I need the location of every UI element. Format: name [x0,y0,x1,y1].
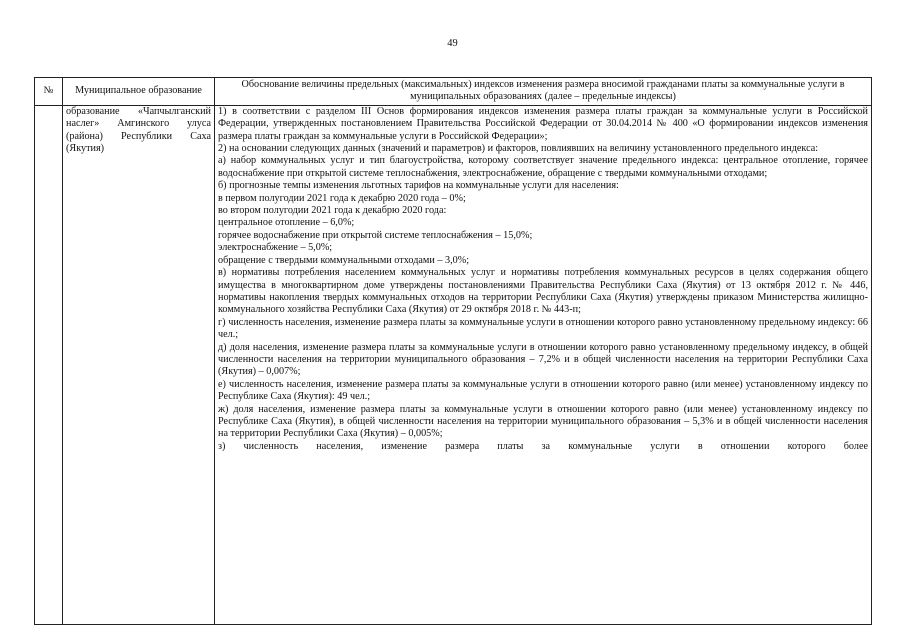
paragraph-b: б) прогнозные темпы изменения льготных тарифов на коммунальные услуги для населения: [218,180,619,192]
paragraph-1: 1) в соответствии с разделом III Основ формирования индексов изменения размера платы граждан за коммунальные услуги в Российской Федерации, утвержденных постановлением Правительства Российской Федерации от 30.04.2014 № 400 «О формировании индексов изменения размера платы граждан за коммунальные услуги в Российской Федерации»; [218,105,868,142]
justification-text [218,106,868,624]
header-municipality: Муниципальное образование [63,78,215,106]
cell-number [35,105,63,624]
paragraph-2: 2) на основании следующих данных (значений и параметров) и факторов, повлиявших на величину установленного предельного индекса: [218,143,819,155]
paragraph-a: а) набор коммунальных услуг и тип благоустройства, которому соответствует значение предельного индекса: центральное отопление, горячее водоснабжение при открытой системе теплоснабжения, электроснабжение, обращение с твердыми коммунальными отходами; [218,155,868,179]
paragraph-electricity: электроснабжение – 5,0%; [218,242,333,254]
paragraph-b-first-half: в первом полугодии 2021 года к декабрю 2020 года – 0%; [218,192,466,204]
paragraph-zh: ж) доля населения, изменение размера платы за коммунальные услуги в отношении которого равно (или менее) установленному индексу по Республике Саха (Якутия), в общей численности населения на территории муниципального образования – 5,3% и в общей численности населения на территории Республики Саха (Якутия) – 0,005%; [218,403,868,440]
table-row [35,105,872,624]
header-number: № [35,78,63,106]
header-justification: Обоснование величины предельных (максимальных) индексов изменения размера вносимой гражданами платы за коммунальные услуги в муниципальных образованиях (далее – предельные индексы) [215,78,872,106]
paragraph-e: е) численность населения, изменение размера платы за коммунальные услуги в отношении которого равно (или менее) установленному индексу по Республике Саха (Якутия): 49 чел.; [218,378,868,403]
paragraph-v: в) нормативы потребления населением коммунальных услуг и нормативы потребления коммунальных ресурсов в целях содержания общего имущества в многоквартирном доме утверждены постановлениями Правительства Республики Саха (Якутия) от 13 октября 2012 г. № 446, нормативы накопления твердых коммунальных отходов на территории Республики Саха (Якутия) утверждены приказом Министерства жилищно-коммунального хозяйства Республики Саха (Якутия) от 29 октября 2018 г. № 443-п; [218,267,868,316]
paragraph-waste: обращение с твердыми коммунальными отходами – 3,0%; [218,254,470,266]
page-number: 49 [447,38,458,49]
cell-justification [215,105,872,624]
paragraph-d: д) доля населения, изменение размера платы за коммунальные услуги в отношении которого равно установленному предельному индексу, в общей численности населения на территории муниципального образования – 7,2% и в общей численности населения на территории Республики Саха (Якутия) – 0,007%; [218,341,868,378]
paragraph-g: г) численность населения, изменение размера платы за коммунальные услуги в отношении которого равно установленному предельному индексу: 66 чел.; [218,316,868,341]
paragraph-z: з) численность населения, изменение размера платы за коммунальные услуги в отношении которого более [218,440,868,452]
paragraph-b-second-half: во втором полугодии 2021 года к декабрю 2020 года: [218,205,447,217]
paragraph-hot-water: горячее водоснабжение при открытой системе теплоснабжения – 15,0%; [218,229,533,241]
indices-table [34,77,872,625]
paragraph-heating: центральное отопление – 6,0%; [218,217,355,229]
cell-municipality: образование «Чапчылганский наслег» Амгинского улуса (района) Республики Саха (Якутия) [63,105,215,624]
table-header-row [35,78,872,106]
